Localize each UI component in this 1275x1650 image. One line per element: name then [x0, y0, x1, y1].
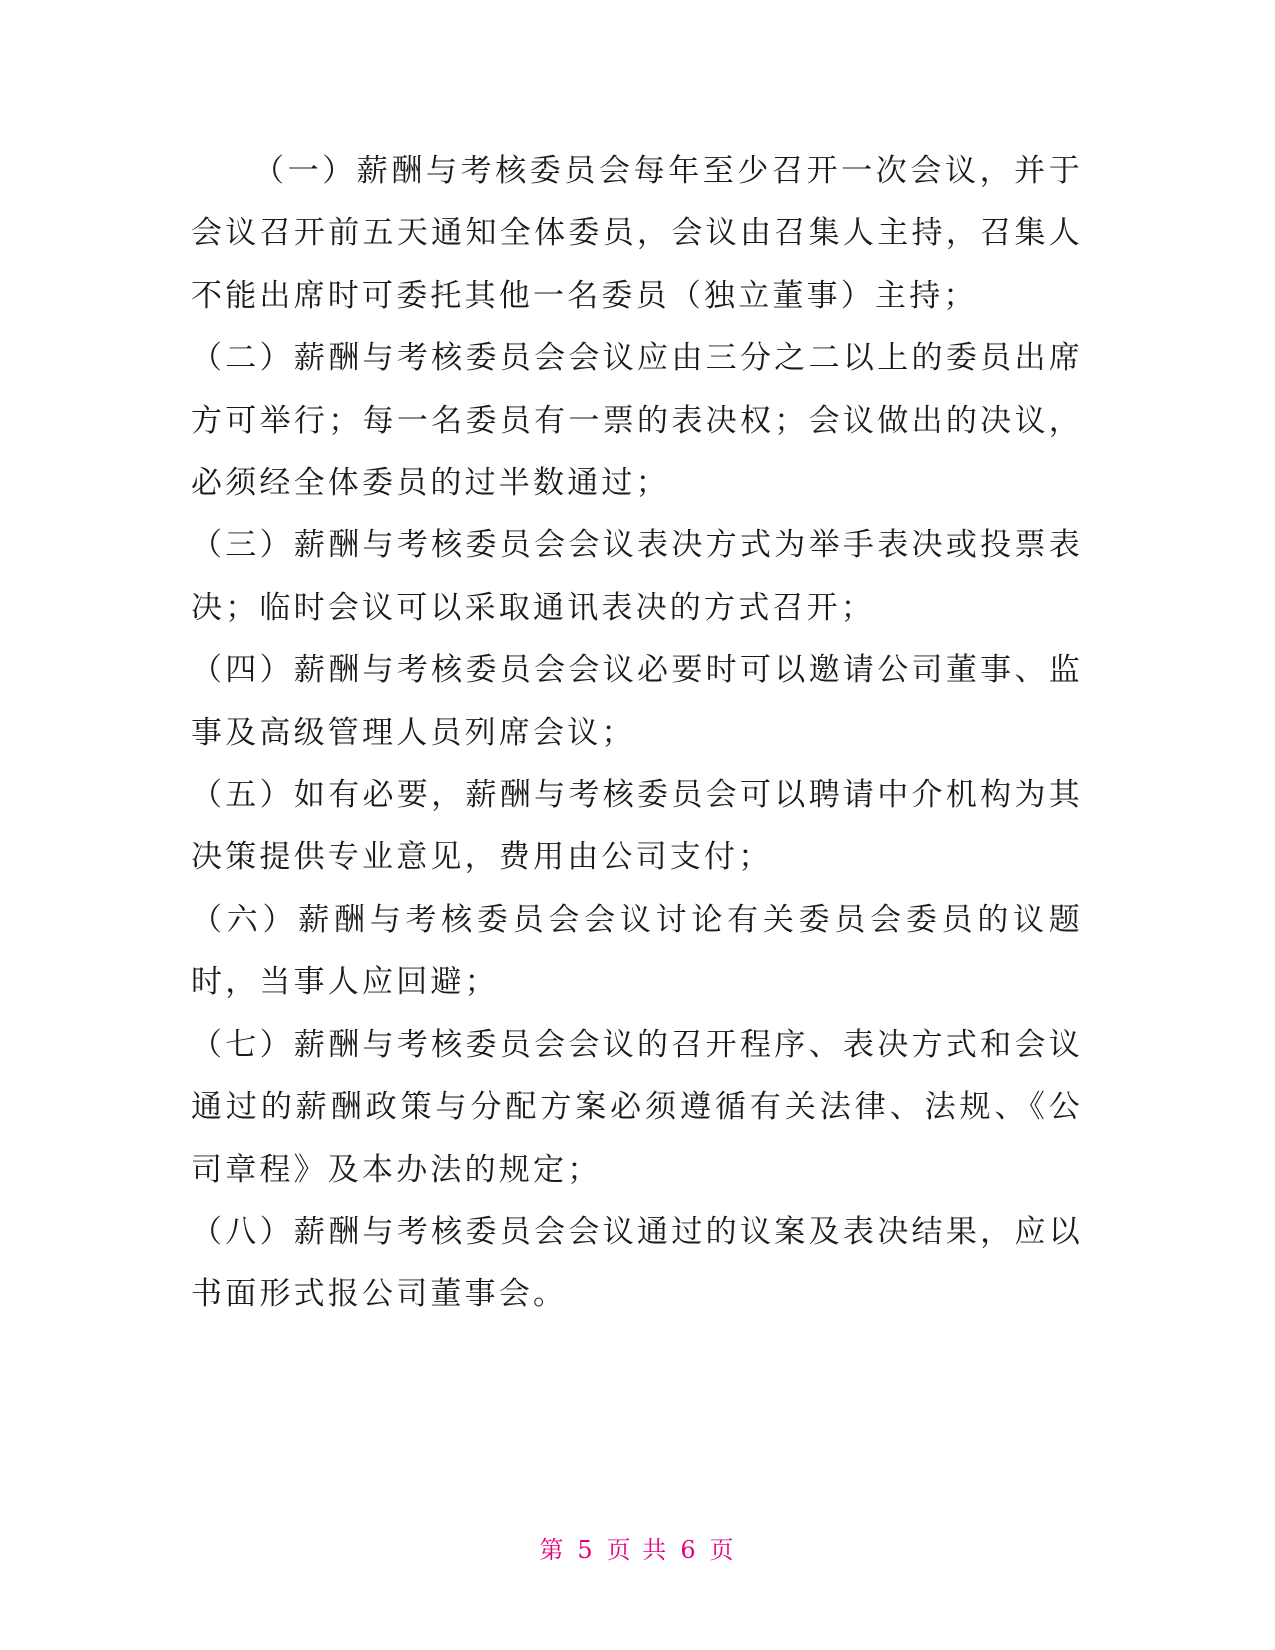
paragraph-4: （四）薪酬与考核委员会会议必要时可以邀请公司董事、监事及高级管理人员列席会议；: [191, 652, 1083, 751]
page-footer: [0, 1530, 1275, 1565]
paragraph-6: （六）薪酬与考核委员会会议讨论有关委员会委员的议题时，当事人应回避；: [191, 901, 1083, 1001]
paragraph-7: （七）薪酬与考核委员会会议的召开程序、表决方式和会议通过的薪酬政策与分配方案必须遵循有关法律、法规、《公司章程》及本办法的规定；: [191, 1026, 1083, 1188]
footer-current-page: 5: [577, 1536, 595, 1564]
paragraph-3: （三）薪酬与考核委员会会议表决方式为举手表决或投票表决；临时会议可以采取通讯表决的方式召开；: [191, 527, 1083, 626]
paragraph-1: （一）薪酬与考核委员会每年至少召开一次会议，并于会议召开前五天通知全体委员，会议由召集人主持，召集人不能出席时可委托其他一名委员（独立董事）主持；: [191, 153, 1083, 314]
footer-total-pages: 6: [680, 1536, 698, 1564]
footer-suffix: 页: [709, 1536, 736, 1564]
paragraph-2: （二）薪酬与考核委员会会议应由三分之二以上的委员出席方可举行；每一名委员有一票的表决权；会议做出的决议，必须经全体委员的过半数通过；: [191, 340, 1083, 502]
document-body: [191, 140, 1083, 1326]
footer-prefix: 第: [539, 1536, 566, 1564]
paragraph-5: （五）如有必要，薪酬与考核委员会可以聘请中介机构为其决策提供专业意见，费用由公司支付；: [191, 777, 1083, 876]
footer-middle: 页 共: [606, 1536, 669, 1564]
paragraph-8: （八）薪酬与考核委员会会议通过的议案及表决结果，应以书面形式报公司董事会。: [191, 1213, 1083, 1313]
